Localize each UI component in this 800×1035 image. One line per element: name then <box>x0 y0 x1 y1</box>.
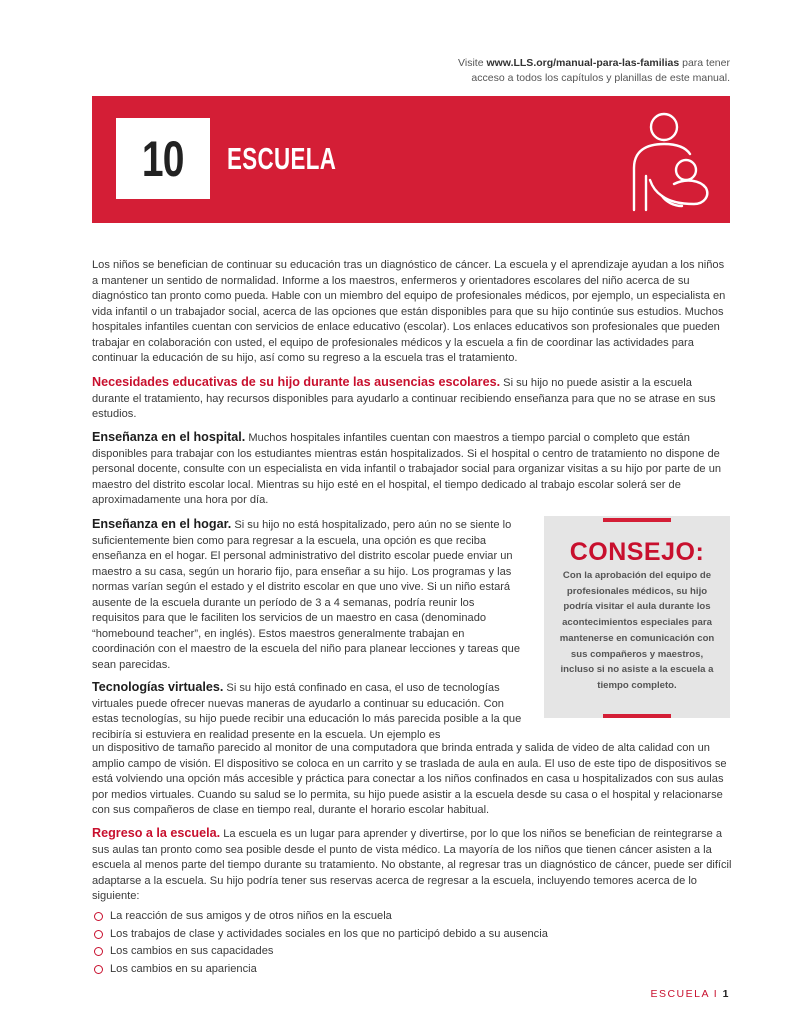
section-virtual-tech-continued <box>92 741 732 819</box>
section-text: Muchos hospitales infantiles cuentan con maestros a tiempo parcial o completo que están disponibles para trabajar con los estudiantes mientras están hospitalizados. Si el hospital o centro de tratamiento no dispone de personal docente, consulte con un especialista en vida infantil o trabajador social para organizar visitas a su hijo por parte de un maestro del distrito escolar local. Mientras su hijo esté en el hospital, el tiempo dedicado al trabajo escolar solerá ser de aproximadamente una hora por día. <box>92 432 722 506</box>
chapter-title: ESCUELA <box>227 141 337 176</box>
tip-top-bar <box>603 518 671 522</box>
page-footer <box>650 988 730 1000</box>
intro-text: Los niños se benefician de continuar su educación tras un diagnóstico de cáncer. La escuela y el aprendizaje ayudan a los niños a mantener un sentido de normalidad. Informe a los maestros, enfermeros y orientadores escolares del niño acerca de su diagnóstico tan pronto como pueda. Hable con un miembro del equipo de profesionales médicos, por ejemplo, un especialista en vida infantil o un trabajador social, acerca de las opciones que están disponibles para que su hijo continúe sus estudios. Muchos hospitales infantiles cuentan con servicios de enlace educativo (escolar). Los enlaces educativos son profesionales que pueden trabajar en colaboración con usted, el equipo de profesionales médicos y la escuela a fin de coordinar las actividades para continuar la educación de su hijo, así como su regreso a la escuela tras el tratamiento. <box>92 259 726 364</box>
tip-text: Con la aprobación del equipo de profesionales médicos, su hijo podría visitar el aula durante los acontecimientos especiales para mantenerse en comunicación con sus compañeros y maestros, incluso si no asiste a la escuela a tiempo completo. <box>559 570 715 691</box>
section-heading: Necesidades educativas de su hijo durante las ausencias escolares. <box>92 375 501 389</box>
section-hospital-teaching <box>92 430 732 509</box>
tip-box <box>544 516 730 718</box>
intro-paragraph <box>92 258 732 367</box>
circle-bullet-icon <box>94 947 103 956</box>
parent-holding-child-icon <box>626 106 712 216</box>
section-return-to-school <box>92 826 732 905</box>
list-item <box>92 961 548 979</box>
section-text: un dispositivo de tamaño parecido al monitor de una computadora que brinda entrada y salida de video de alta calidad con un amplio campo de visión. El dispositivo se coloca en un carrito y se traslada de aula en aula. El uso de este tipo de dispositivos se está volviendo una opción más accesible y práctica para conectar a los niños confinados en casa u hospitalizados con sus aulas por medios virtuales. Cuando su salud se lo permita, su hijo puede asistir a la escuela desde su casa o el hospital y relacionarse con sus compañeros de clase en tiempo real, durante el horario escolar habitual. <box>92 742 727 816</box>
tip-bottom-bar <box>603 714 671 718</box>
chapter-number-box <box>116 118 210 199</box>
list-item <box>92 908 548 926</box>
chapter-number: 10 <box>142 130 184 187</box>
section-text: Si su hijo está confinado en casa, el uso de tecnologías virtuales puede ofrecer nuevas maneras de ayudarlo a continuar su educación. Con estas tecnologías, su hijo puede recibir una educación lo más parecida posible a la que recibiría si estuviera en realidad presente en la escuela. Un ejemplo es <box>92 682 522 741</box>
footer-separator: I <box>709 988 723 1000</box>
section-virtual-tech <box>92 680 524 743</box>
section-heading: Enseñanza en el hogar. <box>92 517 232 531</box>
list-item <box>92 943 548 961</box>
footer-section: ESCUELA <box>650 988 710 1000</box>
visit-suffix: para tener <box>679 57 730 69</box>
list-item-text: Los trabajos de clase y actividades sociales en los que no participó debido a su ausencia <box>110 927 548 940</box>
tip-title: CONSEJO: <box>569 538 705 566</box>
circle-bullet-icon <box>94 912 103 921</box>
section-home-teaching <box>92 517 524 673</box>
section-text: La escuela es un lugar para aprender y divertirse, por lo que los niños se benefician de reintegrarse a sus aulas tan pronto como sea posible desde el punto de vista médico. La mayoría de los niños que tienen cáncer asisten a la escuela al menos parte del tiempo durante su tratamiento. No obstante, al regresar tras un diagnóstico de cáncer, puede ser difícil adaptarse a la escuela. Su hijo podría tener sus reservas acerca de regresar a la escuela, incluyendo temores acerca de lo siguiente: <box>92 828 732 902</box>
section-heading: Tecnologías virtuales. <box>92 680 224 694</box>
circle-bullet-icon <box>94 965 103 974</box>
list-item-text: Los cambios en sus capacidades <box>110 945 274 957</box>
list-item-text: Los cambios en su apariencia <box>110 962 257 975</box>
section-absences <box>92 375 732 423</box>
visit-prefix: Visite <box>458 57 487 69</box>
section-heading: Enseñanza en el hospital. <box>92 430 246 444</box>
circle-bullet-icon <box>94 930 103 939</box>
concerns-list <box>92 908 548 978</box>
list-item <box>92 926 548 944</box>
visit-line2: acceso a todos los capítulos y planillas de este manual. <box>471 72 730 84</box>
list-item-text: La reacción de sus amigos y de otros niños en la escuela <box>110 910 392 922</box>
chapter-banner <box>92 96 730 223</box>
section-heading: Regreso a la escuela. <box>92 826 221 840</box>
chapter-access-note <box>370 56 730 86</box>
section-text: Si su hijo no puede asistir a la escuela durante el tratamiento, hay recursos disponibles para ayudarlo a continuar recibiendo enseñanza para que no se atrase en sus estudios. <box>92 377 716 420</box>
page-number: 1 <box>722 988 730 1000</box>
manual-url-link[interactable]: www.LLS.org/manual-para-las-familias <box>486 57 680 69</box>
section-text: Si su hijo no está hospitalizado, pero aún no se siente lo suficientemente bien como para regresar a la escuela, una opción es que reciba enseñanza en el hogar. El personal administrativo del distrito escolar puede enviar un maestro a su casa, según un horario fijo, para enseñar a su hijo. Los programas y las normas varían según el estado y el distrito escolar en que uno vive. Si un niño estará ausente de la escuela durante un período de 3 a 4 semanas, podría reunir los requisitos para que le faciliten los servicios de un maestro en casa (denominado “homebound teacher”, en inglés). Estos maestros generalmente trabajan en coordinación con el maestro de la escuela del niño para planear lecciones y tareas que sean parecidas. <box>92 519 520 671</box>
